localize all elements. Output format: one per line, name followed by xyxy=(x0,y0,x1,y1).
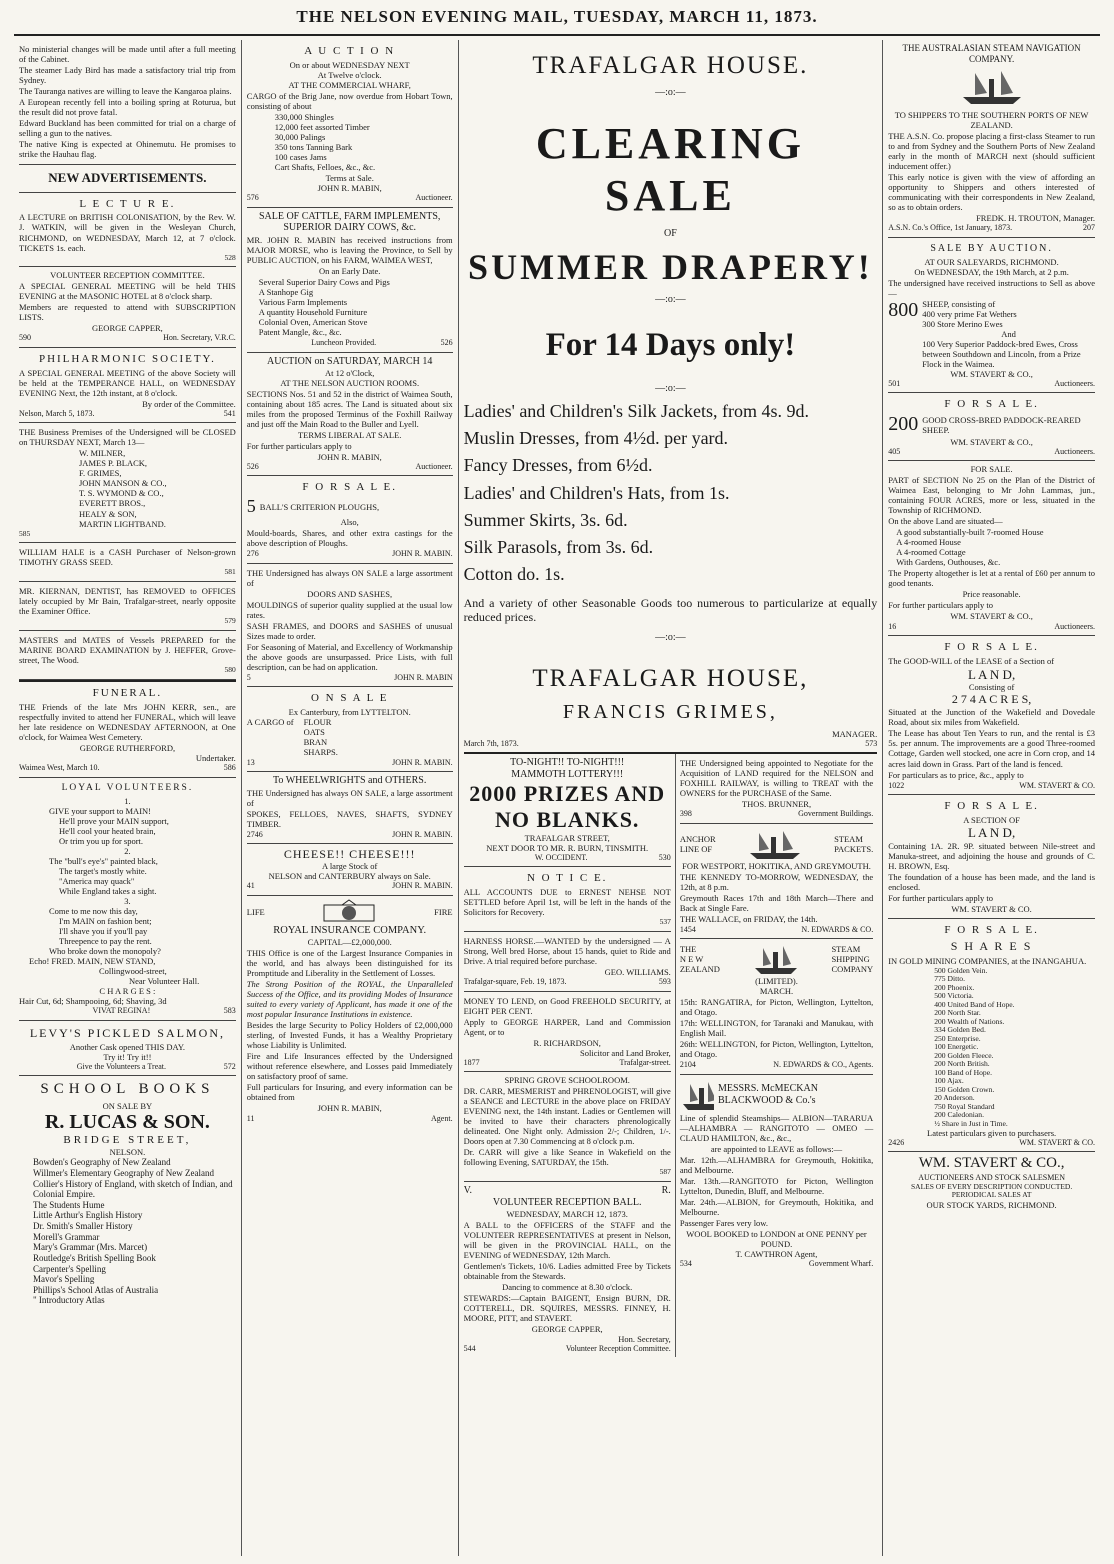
on-sale-flour-ad: O N S A L E Ex Canterbury, from LYTTELTON. A CARGO of FLOUR OATS BRAN SHARPS. 13 JOHN R. MABIN. xyxy=(247,687,453,771)
ploughs-for-sale-ad: F O R S A L E. 5 BALL'S CRITERION PLOUGHS, Also, Mould-boards, Shares, and other extra castings for the above description of Ploughs. 276 JOHN R. MABIN. xyxy=(247,476,453,564)
column-3 xyxy=(459,40,884,1556)
anchor-line-ad: ANCHOR LINE OF STEAM PACKETS. FOR WESTPORT, HOKITIKA, AND GREYMOUTH. THE KENNEDY TO-MORROW, WEDNESDAY, the 12th, at 8 p.m. Greymouth Races 17th and 18th March—There and Back at Single Fare. THE WALLACE, on FRIDAY, the 14th. 1454 N. EDWARDS & CO. xyxy=(680,824,873,940)
steamship-icon xyxy=(957,67,1027,107)
auction-wharf-ad: A U C T I O N On or about WEDNESDAY NEXT At Twelve o'clock. AT THE COMMERCIAL WHARF, CARGO of the Brig Jane, now overdue from Hobart Town, consisting of about 330,000 Shingles 12,000 feet assorted Timber 30,000 Palings 350 tons Tanning Bark 100 cases Jams Cart Shafts, Felloes, &c., &c. Terms at Sale. JOHN R. MABIN, 576 Auctioneer. xyxy=(247,40,453,208)
share-item: 750 Royal Standard xyxy=(934,1101,995,1111)
share-item: 100 Energetic. xyxy=(934,1042,979,1052)
masthead: THE NELSON EVENING MAIL, TUESDAY, MARCH 11, 1873. xyxy=(14,0,1100,36)
share-item: ½ Share in Just in Time. xyxy=(934,1118,1008,1128)
book-item: The Students Hume xyxy=(33,1199,105,1210)
share-item: 500 Victoria. xyxy=(934,991,974,1001)
sale-item: Cotton do. 1s. xyxy=(463,564,565,585)
book-item: " Introductory Atlas xyxy=(33,1295,105,1306)
wheelwrights-ad: To WHEELWRIGHTS and OTHERS. THE Undersigned has always ON SALE, a large assortment of SPOKES, FELLOES, NAVES, SHAFTS, SYDNEY TIMBER. 2746 JOHN R. MABIN. xyxy=(247,772,453,844)
money-to-lend-ad: MONEY TO LEND, on Good FREEHOLD SECURITY, at EIGHT PER CENT. Apply to GEORGE HARPER, Land and Commission Agent, or to R. RICHARDSON, Solicitor and Land Broker, 1877 Trafalgar-street. xyxy=(464,992,671,1073)
share-item: 100 Band of Hope. xyxy=(934,1067,992,1077)
richmond-property-ad: FOR SALE. PART of SECTION No 25 on the Plan of the District of Waimea East, belonging to Mr John Lammas, jun., containing FOUR ACRES, more or less, situated in the Township of RICHMOND. On the above Land are situated— A good substantially-built 7-roomed House A 4-roomed House A 4-roomed Cottage With Gardens, Outhouses, &c. The Property altogether is let at a rental of £60 per annum to good tenants. Price reasonable. For further particulars apply to WM. STAVERT & CO., 16 Auctioneers. xyxy=(888,461,1095,636)
book-item: Routledge's British Spelling Book xyxy=(33,1252,156,1263)
mcmeckan-ad: MESSRS. McMECKAN BLACKWOOD & Co.'s Line of splendid Steamships— ALBION—TARARUA—ALHAMBRA — RANGITOTO — OMEO — CLAUD HAMILTON, &c., &c., are appointed to LEAVE as follows:— Mar. 12th.—ALHAMBRA for Greymouth, Hokitika, and Melbourne. Mar. 13th.—RANGITOTO for Picton, Wellington Lyttelton, Dunedin, Bluff, and Melbourne. Mar. 24th.—ALBION, for Greymouth, Hokitika, and Melbourne. Passenger Fares very low. WOOL BOOKED to LONDON at ONE PENNY per POUND. T. CAWTHRON Agent, 534 Government Wharf. xyxy=(680,1075,873,1273)
share-item: 150 Golden Crown. xyxy=(934,1084,995,1094)
share-item: 400 United Band of Hope. xyxy=(934,999,1015,1009)
column-1 xyxy=(14,40,242,1556)
book-item: Willmer's Elementary Geography of New Zealand xyxy=(33,1168,214,1179)
book-item: Phillips's School Atlas of Australia xyxy=(33,1284,159,1295)
share-item: 200 Golden Fleece. xyxy=(934,1050,994,1060)
doors-sashes-ad: THE Undersigned has always ON SALE a large assortment of DOORS AND SASHES, MOULDINGS of superior quality supplied at the usual low rates. SASH FRAMES, and DOORS and SASHES of unusual Sizes made to order. For Seasoning of Material, and Excellency of Workmanship the above goods are unsurpassed. Price Lists, with full description, can be had on application. 5 JOHN R. MABIN xyxy=(247,564,453,688)
news-item: The native King is expected at Ohinemutu. He promises to strike the Hauhau flag. xyxy=(19,139,236,160)
share-item: 500 Golden Vein. xyxy=(934,965,988,975)
newspaper-page xyxy=(14,40,1100,1556)
column-3b xyxy=(676,754,877,1357)
book-item: Mavor's Spelling xyxy=(33,1274,95,1285)
steamship-icon xyxy=(680,1078,714,1112)
share-item: 200 Phoenix. xyxy=(934,982,975,992)
spring-grove-ad: SPRING GROVE SCHOOLROOM. DR. CARR, MESMERIST and PHRENOLOGIST, will give a SEANCE and LECTURE in the above place on FRIDAY EVENING next, the 14th instant. Ladies or Gentlemen will be invited to have their characters phrenologically delineated. One Night only. Admission 2/-; Children, 1/-. Doors open at 7.30 Commencing at 8 o'clock p.m. Dr. CARR will give a like Seance in Wakefield on the following Evening, SATURDAY, the 15th. 587 xyxy=(464,1072,671,1182)
sale-item: Summer Skirts, 3s. 6d. xyxy=(463,509,628,530)
share-item: 200 North British. xyxy=(934,1059,990,1069)
harness-horse-ad: HARNESS HORSE.—WANTED by the undersigned — A Strong, Well bred Horse, about 15 hands, quiet to Ride and Drive. A trial required before purchase. GEO. WILLIAMS. Trafalgar-square, Feb. 19, 1873. 593 xyxy=(464,932,671,992)
hale-ad: WILLIAM HALE is a CASH Purchaser of Nelson-grown TIMOTHY GRASS SEED. 581 xyxy=(19,543,236,582)
section-land-ad: F O R S A L E. A SECTION OF L A N D, Containing 1A. 2R. 9P. situated between Nile-street and Manuka-street, and adjoining the house and grounds of C. H. BROWN, Esq. The foundation of a house has been made, and the land is enclosed. For further particulars apply to WM. STAVERT & CO. xyxy=(888,795,1095,919)
share-item: 250 Enterprise. xyxy=(934,1033,981,1043)
share-item: 200 North Star. xyxy=(934,1008,981,1018)
news-item: The steamer Lady Bird has made a satisfactory trial trip from Sydney. xyxy=(19,65,236,86)
sale-item: Silk Parasols, from 3s. 6d. xyxy=(463,537,654,558)
auction-saturday-ad: AUCTION on SATURDAY, MARCH 14 At 12 o'Clock, AT THE NELSON AUCTION ROOMS. SECTIONS Nos. 51 and 52 in the district of Waimea South, containing about 185 acres. The Land is situated about six miles from the proposed Terminus of the Foxhill Railway and just off the Main Road to the Buller and Lyell. TERMS LIBERAL AT SALE. For further particulars apply to JOHN R. MABIN, 526 Auctioneer. xyxy=(247,353,453,476)
cheese-ad: CHEESE!! CHEESE!!! A large Stock of NELSON and CANTERBURY always on Sale. 41 JOHN R. MABIN. xyxy=(247,844,453,896)
book-item: Collier's History of England, with sketch of Indian, and Colonial Empire. xyxy=(33,1178,233,1200)
share-item: 334 Golden Bed. xyxy=(934,1025,986,1035)
asn-company-ad: THE AUSTRALASIAN STEAM NAVIGATION COMPANY. TO SHIPPERS TO THE SOUTHERN PORTS OF NEW ZEALAND. THE A.S.N. Co. propose placing a first-class Steamer to run to and from Sydney and the Southern Ports of New Zealand early in the month of MARCH next (should sufficient inducement offer.) This early notice is given with the view of affording an opportunity to Shippers and others interested of communicating with their correspondents in New Zealand, so as to obtain orders. FREDK. H. TROUTON, Manager. A.S.N. Co.'s Office, 1st January, 1873. 207 xyxy=(888,40,1095,238)
sale-item: Muslin Dresses, from 4½d. per yard. xyxy=(463,428,729,449)
book-item: Dr. Smith's Smaller History xyxy=(33,1221,133,1232)
sale-item: Ladies' and Children's Hats, from 1s. xyxy=(463,482,730,503)
column-2 xyxy=(242,40,459,1556)
share-item: 100 Ajax. xyxy=(934,1076,964,1086)
book-item: Morell's Grammar xyxy=(33,1231,100,1242)
cross-bred-sheep-ad: F O R S A L E. 200 GOOD CROSS-BRED PADDOCK-REARED SHEEP. WM. STAVERT & CO., 405 Auctioneers. xyxy=(888,393,1095,461)
business-closed-ad: THE Business Premises of the Undersigned will be CLOSED on THURSDAY NEXT, March 13— W. MILNER, JAMES P. BLACK, F. GRIMES, JOHN MANSON & CO., T. S. WYMOND & CO., EVERETT BROS., HEALY & SON, MARTIN LIGHTBAND. 585 xyxy=(19,423,236,543)
lease-land-ad: F O R S A L E. The GOOD-WILL of the LEASE of a Section of L A N D, Consisting of 2 7 4 A C R E S, Situated at the Junction of the Wakefield and Dovedale Road, about six miles from Wakefield. The Lease has about Ten Years to run, and the rental is £3 5s. per annum. The improvements are a good Three-roomed Cottage, Garden well stocked, one acre in Corn crop, and 14 acres laid down in Grass. Part of the land is fenced. For particulars as to price, &c., apply to 1022 WM. STAVERT & CO. xyxy=(888,636,1095,795)
volunteer-committee-ad: VOLUNTEER RECEPTION COMMITTEE. A SPECIAL GENERAL MEETING will be held THIS EVENING at the MASONIC HOTEL at 8 o'clock sharp. Members are requested to attend with SUBSCRIPTION LISTS. GEORGE CAPPER, 590 Hon. Secretary, V.R.C. xyxy=(19,267,236,348)
share-item: 200 Wealth of Nations. xyxy=(934,1016,1005,1026)
notice-ad: N O T I C E. ALL ACCOUNTS DUE to ERNEST NEHSE NOT SETTLED before April 1st, will be left in the hands of the Solicitors for Recovery. 537 xyxy=(464,867,671,932)
column-3a xyxy=(464,754,676,1357)
school-books-ad: SCHOOL BOOKS ON SALE BY R. LUCAS & SON. BRIDGE STREET, NELSON. Bowden's Geography of New Zealand Willmer's Elementary Geography of New Zealand Collier's History of England, with sketch of Indian, and Colonial Empire. The Students Hume Little Arthur's English History Dr. Smith's Smaller History Morell's Grammar Mary's Grammar (Mrs. Marcet) Routledge's British Spelling Book Carpenter's Spelling Mavor's Spelling Phillips's School Atlas of Australia " Introductory Atlas xyxy=(19,1076,236,1310)
nz-shipping-ad: THE N E W ZEALAND STEAM SHIPPING COMPANY (LIMITED). MARCH. 15th: RANGATIRA, for Picton, Wellington, Lyttelton, and Otago. 17th: WELLINGTON, for Taranaki and Manukau, with English Mail. 26th: WELLINGTON, for Picton, Wellington, Lyttelton, and Otago. 2104 N. EDWARDS & CO., Agents. xyxy=(680,939,873,1075)
share-item: 20 Anderson. xyxy=(934,1093,975,1103)
mining-shares-ad: F O R S A L E. S H A R E S IN GOLD MINING COMPANIES, at the INANGAHUA. 500 Golden Vein. 775 Ditto. 200 Phoenix. 500 Victoria. 400 United Band of Hope. 200 North Star. 200 Wealth of Nations. 334 Golden Bed. 250 Enterprise. 100 Energetic. 200 Golden Fleece. 200 North British. 100 Band of Hope. 100 Ajax. 150 Golden Crown. 20 Anderson. 750 Royal Standard 200 Caledonian. ½ Share in Just in Time. Latest particulars given to purchasers. 2426 WM. STAVERT & CO. xyxy=(888,919,1095,1152)
book-item: Carpenter's Spelling xyxy=(33,1263,106,1274)
sale-by-auction-ad: SALE BY AUCTION. AT OUR SALEYARDS, RICHMOND. On WEDNESDAY, the 19th March, at 2 p.m. The undersigned have received instructions to Sell as above— 800 SHEEP, consisting of 400 very prime Fat Wethers 300 Store Merino Ewes And 100 Very Superior Paddock-bred Ewes, Cross between Southdown and Lincoln, from a Prize Flock in the Waimea. WM. STAVERT & CO., 501 Auctioneers. xyxy=(888,238,1095,393)
kiernan-ad: MR. KIERNAN, DENTIST, has REMOVED to OFFICES lately occupied by Mr Bain, Trafalgar-street, nearly opposite the Examiner Office. 579 xyxy=(19,582,236,631)
news-item: The Tauranga natives are willing to leave the Kangaroa plains. xyxy=(19,86,232,97)
trafalgar-house-ad: TRAFALGAR HOUSE. —:o:— CLEARING SALE OF SUMMER DRAPERY! —:o:— For 14 Days only! —:o:— Ladies' and Children's Silk Jackets, from 4s. 9d. Muslin Dresses, from 4½d. per yard. Fancy Dresses, from 6½d. Ladies' and Children's Hats, from 1s. Summer Skirts, 3s. 6d. Silk Parasols, from 3s. 6d. Cotton do. 1s. And a variety of other Seasonable Goods too numerous to particularize at equally reduced prices. —:o:— TRAFALGAR HOUSE, FRANCIS GRIMES, MANAGER. March 7th, 1873. 573 xyxy=(464,40,878,754)
column-5 xyxy=(883,40,1100,1556)
book-item: Mary's Grammar (Mrs. Marcet) xyxy=(33,1242,148,1253)
lottery-ad: TO-NIGHT!! TO-NIGHT!!! MAMMOTH LOTTERY!!! 2000 PRIZES AND NO BLANKS. TRAFALGAR STREET, NEXT DOOR TO MR. R. BURN, TINSMITH. W. OCCIDENT. 530 xyxy=(464,754,671,867)
lower-two-columns xyxy=(464,754,878,1357)
sale-item: Fancy Dresses, from 6½d. xyxy=(463,455,653,476)
philharmonic-ad: PHILHARMONIC SOCIETY. A SPECIAL GENERAL MEETING of the above Society will be held at the TEMPERANCE HALL, on WEDNESDAY EVENING Next, the 12th instant, at 8 o'clock. By order of the Committee. Nelson, March 5, 1873. 541 xyxy=(19,348,236,423)
royal-insurance-ad: LIFE FIRE ROYAL INSURANCE COMPANY. CAPITAL—£2,000,000. THIS Office is one of the Largest Insurance Companies in the world, and has always been distinguished for its Promptitude and Liberality in the Settlement of Losses. The Strong Position of the ROYAL, the Unparalleled Success of the Office, and its providing Modes of Insurance suited to every variety of Applicant, has made it one of the most popular Insurance Institutions in existence. Besides the large Security to Policy Holders of £2,000,000 sterling, of Invested Funds, it has a Wealthy Proprietary whose Liability is Unlimited. Fire and Life Insurances effected by the Undersigned without reference elsewhere, and Losses paid Immediately on satisfactory proof of same. Full particulars for Insuring, and every information can be obtained from JOHN R. MABIN, 11 Agent. xyxy=(247,896,453,1127)
masters-ad: MASTERS and MATES of Vessels PREPARED for the MARINE BOARD EXAMINATION by J. HEFFER, Grove-street, The Wood. 580 xyxy=(19,631,236,680)
sale-item: Ladies' and Children's Silk Jackets, from 4s. 9d. xyxy=(463,400,810,421)
levy-salmon-ad: LEVY'S PICKLED SALMON, Another Cask opened THIS DAY. Try it! Try it!! Give the Volunteers a Treat. 572 xyxy=(19,1021,236,1077)
royal-crest-icon xyxy=(314,899,384,925)
reception-ball-ad: V. R. VOLUNTEER RECEPTION BALL. WEDNESDAY, MARCH 12, 1873. A BALL to the OFFICERS of the STAFF and the VOLUNTEER REPRESENTATIVES at present in Nelson, will be given in the PROVINCIAL HALL, on the EVENING of WEDNESDAY, 12th March. Gentlemen's Tickets, 10/6. Ladies admitted Free by Tickets obtainable from the Stewards. Dancing to commence at 8.30 o'clock. STEWARDS:—Captain BAIGENT, Ensign BURN, DR. COTTERELL, DR. SQUIRES, MESSRS. FINNEY, H. MOORE, PITT, and STAVERT. GEORGE CAPPER, Hon. Secretary, 544 Volunteer Reception Committee. xyxy=(463,1185,671,1353)
steamship-icon xyxy=(751,942,801,976)
loyal-volunteers-ad: LOYAL VOLUNTEERS. 1. GIVE your support to MAIN! He'll prove your MAIN support, He'll cool your heated brain, Or trim you up for sport. 2. The "bull's eye's" painted black, The target's mostly white. "America may quack" While England takes a sight. 3. Come to me now this day, I'm MAIN on fashion bent; I'll shave you if you'll pay Threepence to pay the rent. Who broke down the monopoly? Echo! FRED. MAIN, NEW STAND, Collingwood-street, Near Volunteer Hall. C H A R G E S : Hair Cut, 6d; Shampooing, 6d; Shaving, 3d VIVAT REGINA! 583 xyxy=(19,778,236,1021)
lecture-ad: L E C T U R E. A LECTURE on BRITISH COLONISATION, by the Rev. W. J. WATKIN, will be given in the Wesleyan Church, RICHMOND, on WEDNESDAY, March 12, at 7 o'clock. TICKETS 1s. each. 528 xyxy=(19,193,236,268)
cattle-sale-ad: SALE OF CATTLE, FARM IMPLEMENTS, SUPERIOR DAIRY COWS, &c. MR. JOHN R. MABIN has received instructions from MAJOR MORSE, who is leaving the Province, to Sell by PUBLIC AUCTION, on his FARM, WAIMEA WEST, On an Early Date. Several Superior Dairy Cows and Pigs A Stanhope Gig Various Farm Implements A quantity Household Furniture Colonial Oven, American Stove Patent Mangle, &c., &c. Luncheon Provided. 526 xyxy=(247,208,453,353)
news-items xyxy=(19,40,236,165)
news-item: A European recently fell into a boiling spring at Roturua, but the result did not prove fatal. xyxy=(19,97,236,118)
funeral-ad: FUNERAL. THE Friends of the late Mrs JOHN KERR, sen., are respectfully invited to attend her FUNERAL, which will leave her late residence on WEDNESDAY AFTERNOON, at One o'clock, for Waimea West Cemetery. GEORGE RUTHERFORD, Undertaker. Waimea West, March 10. 586 xyxy=(19,680,236,778)
book-item: Little Arthur's English History xyxy=(33,1210,143,1221)
news-item: Edward Buckland has been committed for trial on a charge of selling a gun to the natives. xyxy=(19,118,236,139)
share-item: 200 Caledonian. xyxy=(934,1110,984,1120)
news-item: No ministerial changes will be made until after a full meeting of the Cabinet. xyxy=(19,44,236,65)
new-advertisements-heading: NEW ADVERTISEMENTS. xyxy=(19,165,236,192)
steamship-icon xyxy=(745,827,805,861)
book-item: Bowden's Geography of New Zealand xyxy=(33,1157,171,1168)
share-item: 775 Ditto. xyxy=(934,974,966,984)
stavert-card-ad: WM. STAVERT & CO., AUCTIONEERS AND STOCK SALESMEN SALES OF EVERY DESCRIPTION CONDUCTED. PERIODICAL SALES AT OUR STOCK YARDS, RICHMOND. xyxy=(911,1155,1073,1211)
railway-land-ad: THE Undersigned being appointed to Negotiate for the Acquisition of LAND required for the NELSON and FOXHILL RAILWAY, is willing to TREAT with the OWNERS for the PURCHASE of the Same. THOS. BRUNNER, 398 Government Buildings. xyxy=(680,754,873,824)
